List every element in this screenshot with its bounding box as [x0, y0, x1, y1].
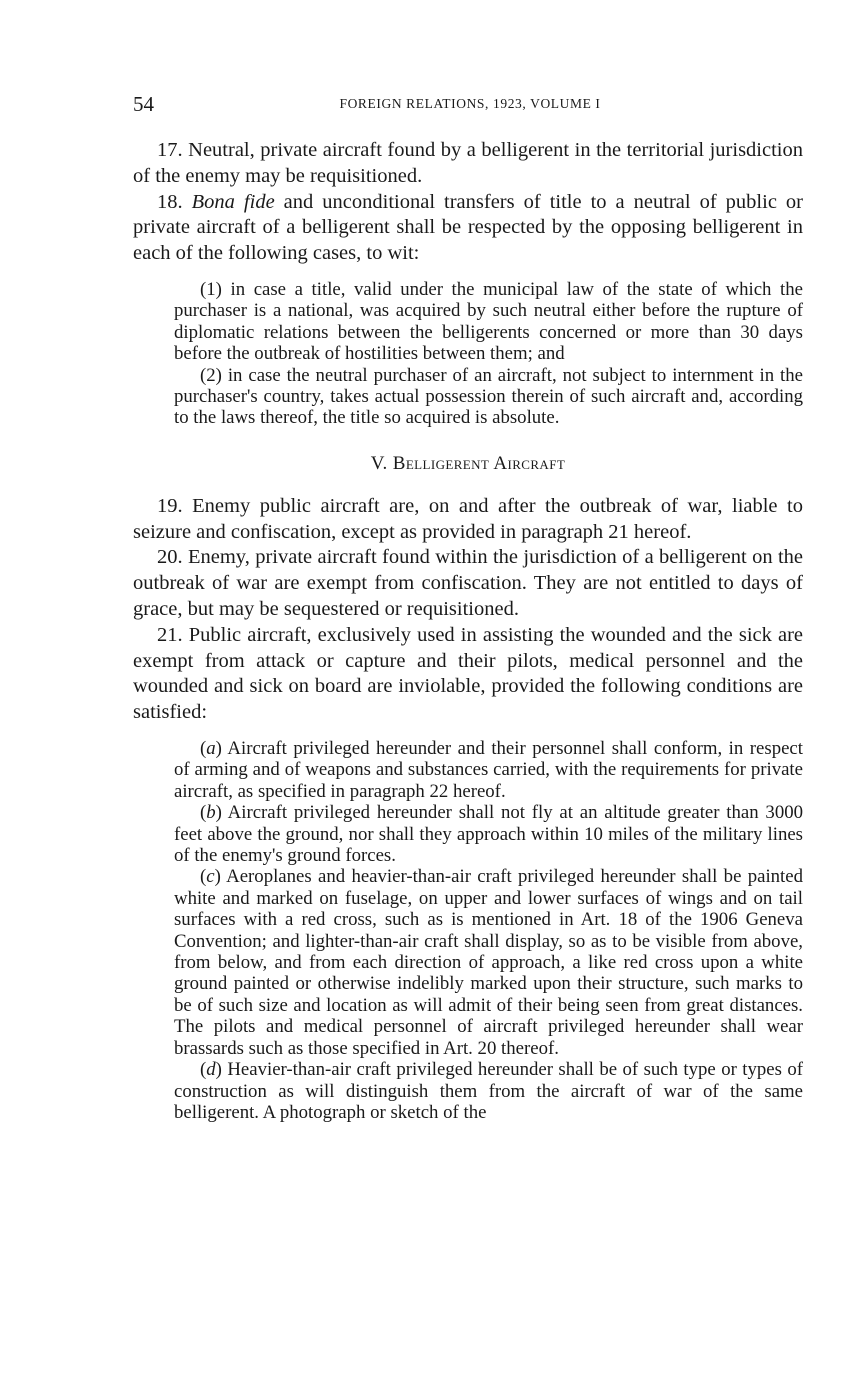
- paragraph-21-clause-b: (b) Aircraft privileged hereunder shall not fly at an altitude greater than 3000 feet above the ground, nor shall they approach within 10 miles of the military lines of the enemy's ground forces.: [174, 802, 803, 867]
- paragraph-17: 17. Neutral, private aircraft found by a belligerent in the territorial jurisdiction of the enemy may be requisitioned.: [133, 139, 803, 187]
- clause-a-text: Aircraft privileged hereunder and their personnel shall conform, in respect of arming and of weapons and substances carried, with the requirements for private aircraft, as specified in paragraph 22 hereof.: [174, 738, 803, 802]
- paragraph-20: 20. Enemy, private aircraft found within the jurisdiction of a belligerent on the outbreak of war are exempt from confiscation. They are not entitled to days of grace, but may be sequestered or requisitioned.: [133, 546, 803, 621]
- paragraph-18-number: 18.: [157, 190, 183, 213]
- section-heading: V. Belligerent Aircraft: [370, 452, 566, 474]
- paragraph-21-clause-c: (c) Aeroplanes and heavier-than-air craft privileged hereunder shall be painted white and marked on fuselage, on upper and lower surfaces of wings and on tail surfaces with a red cross, such as is mentioned in Art. 18 of the 1906 Geneva Convention; and lighter-than-air craft shall display, so as to be visible from above, from below, and from each direction of approach, a like red cross upon a white ground painted or otherwise indelibly marked upon their structure, such marks to be of such size and location as will admit of their being seen from great distances. The pilots and medical personnel of aircraft privileged hereunder shall wear brassards such as those specified in Art. 20 thereof.: [174, 866, 803, 1059]
- clause-b-text: Aircraft privileged hereunder shall not fly at an altitude greater than 3000 feet above the ground, nor shall they approach within 10 miles of the military lines of the enemy's ground forces.: [174, 802, 803, 867]
- clause-d-label: d: [206, 1059, 216, 1081]
- paragraph-18-clause-1: (1) in case a title, valid under the municipal law of the state of which the purchaser is a national, was acquired by such neutral either before the rupture of diplomatic relations between the belligerents concerned or more than 30 days before the outbreak of hostilities between them; and: [174, 278, 803, 365]
- paragraph-18-italic: Bona fide: [191, 190, 275, 213]
- clause-c-text: Aeroplanes and heavier-than-air craft privileged hereunder shall be painted white and marked on fuselage, on upper and lower surfaces of wings and on tail surfaces with a red cross, such as is mentioned in Art. 18 of the 1906 Geneva Convention; and lighter-than-air craft shall display, so as to be visible from above, from below, and from each direction of approach, a like red cross upon a white ground painted or otherwise indelibly marked upon their structure, such marks to be of such size and location as will admit of their being seen from great distances. The pilots and medical personnel of aircraft privileged hereunder shall wear brassards such as those specified in Art. 20 thereof.: [174, 866, 803, 1059]
- clause-b-label: b: [206, 802, 216, 824]
- running-title: FOREIGN RELATIONS, 1923, VOLUME I: [339, 96, 601, 111]
- paragraph-18: [133, 190, 803, 267]
- paragraph-21: 21. Public aircraft, exclusively used in assisting the wounded and the sick are exempt from attack or capture and their pilots, medical personnel and the wounded and sick on board are inviolable, provided the following conditions are satisfied:: [133, 623, 803, 724]
- paragraph-18-clause-2: (2) in case the neutral purchaser of an aircraft, not subject to internment in the purchaser's country, takes actual possession therein of such aircraft and, according to the laws thereof, the title so acquired is absolute.: [174, 364, 803, 429]
- paragraph-21-clause-d: (d) Heavier-than-air craft privileged hereunder shall be of such type or types of construction as will distinguish them from the aircraft of war of the same belligerent. A photograph or sketch of the: [174, 1059, 803, 1123]
- page-number: 54: [133, 92, 154, 116]
- clause-a-label: a: [206, 738, 216, 759]
- body-text: [133, 138, 803, 1123]
- page-header: [133, 90, 803, 120]
- paragraph-19: 19. Enemy public aircraft are, on and after the outbreak of war, liable to seizure and confiscation, except as provided in paragraph 21 hereof.: [133, 494, 803, 543]
- paragraph-18-text: and unconditional transfers of title to a neutral of public or private aircraft of a belligerent shall be respected by the opposing belligerent in each of the following cases, to wit:: [133, 190, 804, 265]
- paragraph-21-clause-a: (a) Aircraft privileged hereunder and their personnel shall conform, in respect of arming and of weapons and substances carried, with the requirements for private aircraft, as specified in paragraph 22 hereof.: [174, 738, 803, 802]
- clause-d-text: Heavier-than-air craft privileged hereunder shall be of such type or types of construction as will distinguish them from the aircraft of war of the same belligerent. A photograph or sketch of the: [174, 1059, 803, 1123]
- clause-c-label: c: [206, 866, 215, 888]
